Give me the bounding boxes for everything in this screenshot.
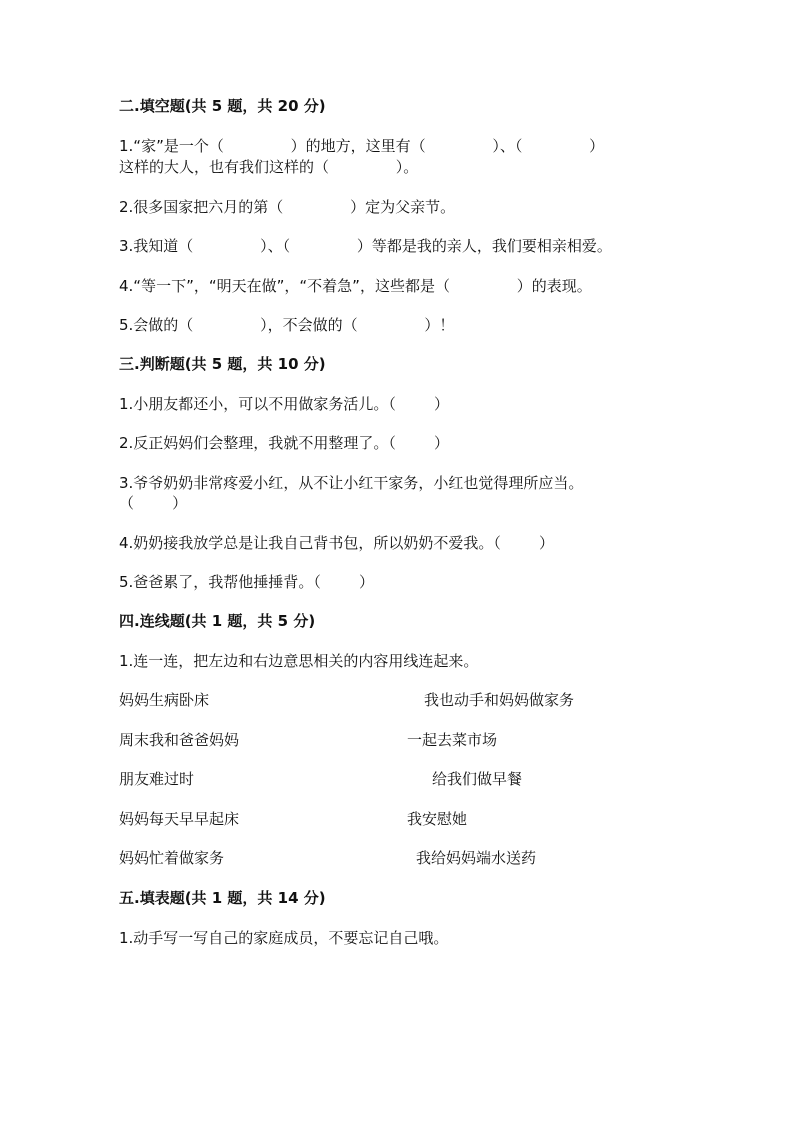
match-right-item: 我给妈妈端水送药 (416, 849, 537, 867)
question-3-5: 5.爸爸累了，我帮他捶捶背。（ ） (119, 573, 374, 591)
match-left-item: 朋友难过时 (119, 770, 195, 788)
match-right-item: 我也动手和妈妈做家务 (424, 691, 575, 709)
match-right-item: 我安慰她 (407, 810, 468, 828)
match-right-item: 一起去菜市场 (407, 731, 498, 749)
section-heading-true-false: 三.判断题(共 5 题，共 10 分) (119, 355, 326, 373)
match-left-item: 周末我和爸爸妈妈 (119, 731, 240, 749)
question-2-2: 2.很多国家把六月的第（ ）定为父亲节。 (119, 198, 456, 216)
question-3-1: 1.小朋友都还小，可以不用做家务活儿。（ ） (119, 395, 449, 413)
match-left-item: 妈妈生病卧床 (119, 691, 210, 709)
question-3-3-line-1: 3.爷爷奶奶非常疼爱小红，从不让小红干家务，小红也觉得理所应当。 (119, 474, 584, 492)
question-2-1-line-1: 1.“家”是一个（ ）的地方，这里有（ ）、（ ） (119, 137, 605, 155)
section-heading-matching: 四.连线题(共 1 题，共 5 分) (119, 612, 316, 630)
section-heading-fill-blank: 二.填空题(共 5 题，共 20 分) (119, 97, 326, 115)
question-3-4: 4.奶奶接我放学总是让我自己背书包，所以奶奶不爱我。（ ） (119, 534, 554, 552)
question-3-3-line-2: （ ） (119, 494, 188, 512)
match-left-item: 妈妈每天早早起床 (119, 810, 240, 828)
match-left-item: 妈妈忙着做家务 (119, 849, 225, 867)
section-heading-fill-table: 五.填表题(共 1 题，共 14 分) (119, 889, 326, 907)
match-right-item: 给我们做早餐 (432, 770, 523, 788)
question-5-1: 1.动手写一写自己的家庭成员，不要忘记自己哦。 (119, 929, 449, 947)
question-2-4: 4.“等一下”，“明天在做”，“不着急”，这些都是（ ）的表现。 (119, 277, 592, 295)
question-3-2: 2.反正妈妈们会整理，我就不用整理了。（ ） (119, 434, 449, 452)
question-2-3: 3.我知道（ ）、（ ）等都是我的亲人，我们要相亲相爱。 (119, 237, 612, 255)
question-4-1-instruction: 1.连一连，把左边和右边意思相关的内容用线连起来。 (119, 652, 479, 670)
question-2-5: 5.会做的（ ），不会做的（ ）！ (119, 316, 455, 334)
question-2-1-line-2: 这样的大人，也有我们这样的（ ）。 (119, 158, 419, 176)
